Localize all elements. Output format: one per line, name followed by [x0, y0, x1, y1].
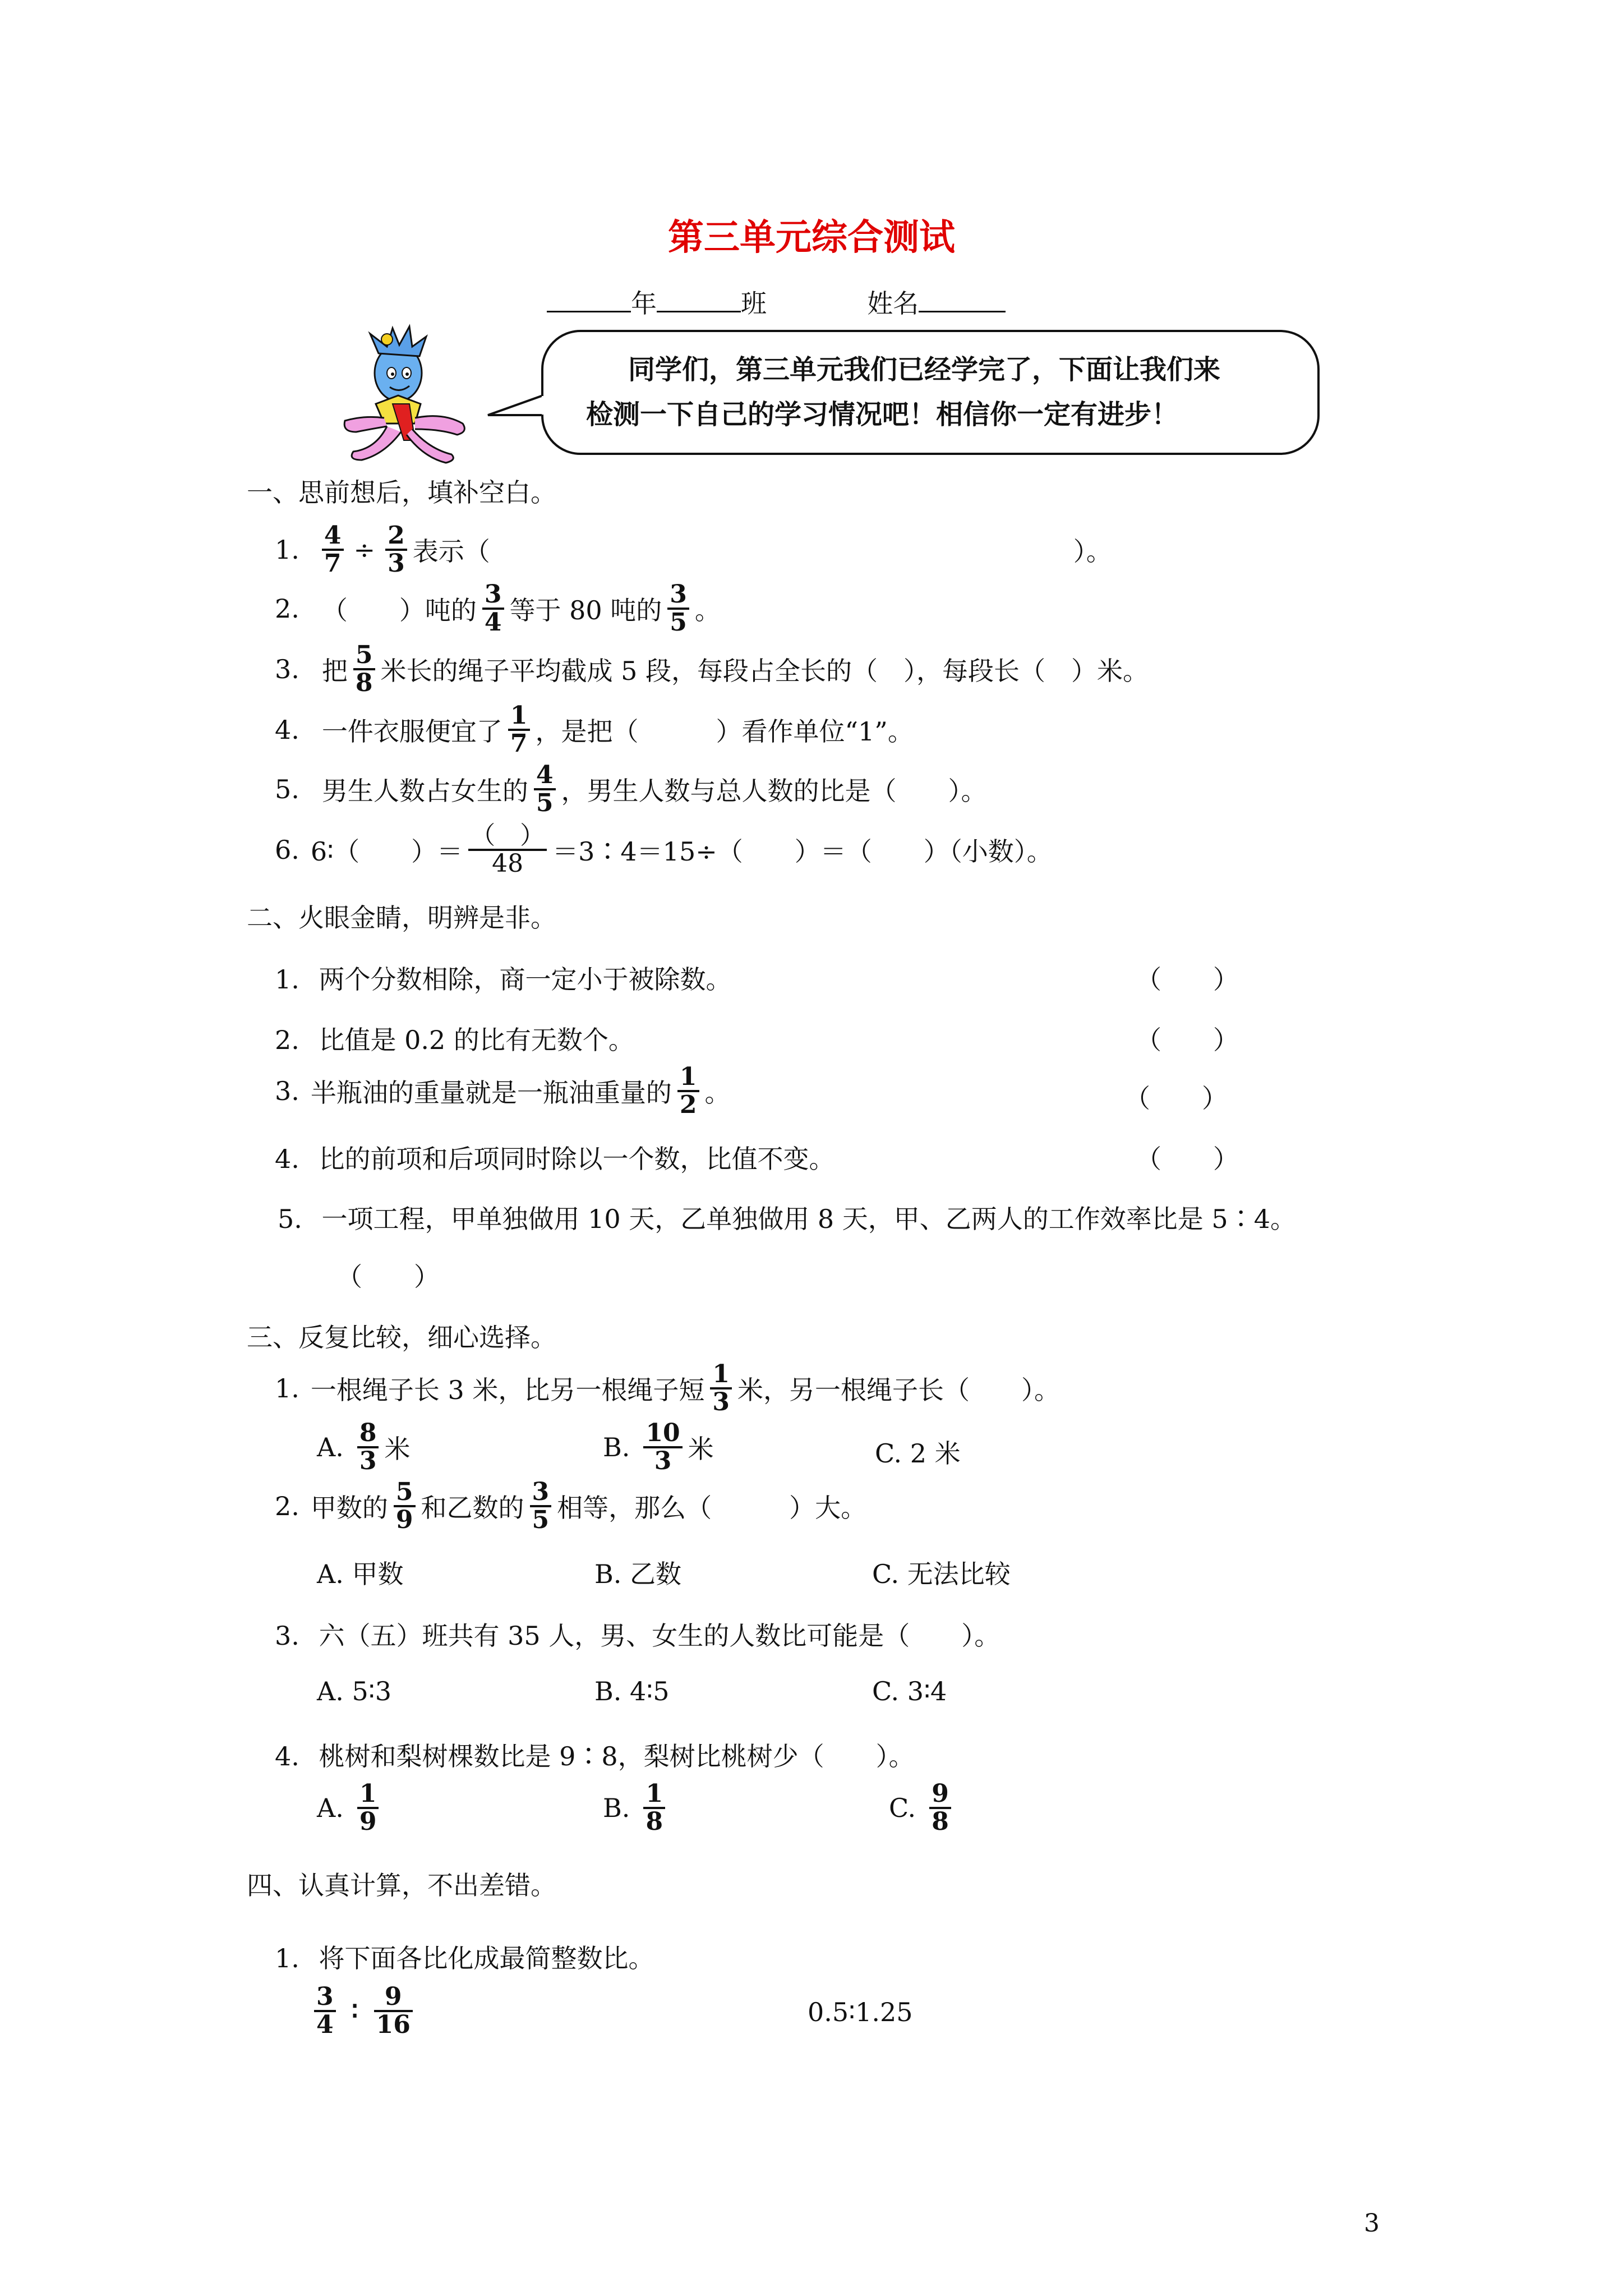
- answer-parentheses[interactable]: （ ）: [1136, 1025, 1239, 1055]
- question-number: 2.: [275, 1025, 299, 1055]
- denominator: 7: [508, 729, 530, 757]
- class-blank[interactable]: [657, 285, 741, 312]
- denominator: 3: [385, 549, 407, 577]
- question-text: 将下面各比化成最简整数比。: [319, 1943, 654, 1973]
- numerator: 8: [359, 1418, 377, 1447]
- numerator: 1: [645, 1779, 663, 1808]
- question-text: 比值是 0.2 的比有无数个。: [319, 1025, 634, 1055]
- question-text: 等于 80 吨的: [509, 595, 662, 625]
- s1-question-2: [275, 579, 721, 637]
- denominator: 3: [643, 1446, 682, 1474]
- fraction: [357, 1420, 379, 1474]
- question-text: 两个分数相除，商一定小于被除数。: [319, 964, 732, 995]
- s3-question-3: [275, 1616, 1000, 1653]
- s1-question-1: [275, 521, 1112, 578]
- answer-parentheses[interactable]: （ ）: [1124, 1083, 1228, 1114]
- grade-blank[interactable]: [547, 285, 631, 312]
- question-number: 1.: [275, 535, 299, 565]
- question-number: 4.: [275, 1741, 299, 1772]
- numerator: 1: [679, 1062, 697, 1091]
- numerator: 3: [670, 579, 687, 609]
- fraction: [357, 1781, 379, 1835]
- s3-question-1: [275, 1359, 1061, 1416]
- option-letter: A.: [317, 1432, 344, 1462]
- question-number: 3.: [275, 1076, 299, 1106]
- s3-q2-option-c[interactable]: C. 无法比较: [872, 1559, 1011, 1589]
- s1-question-4: [275, 701, 914, 758]
- denominator: 8: [353, 668, 375, 696]
- denominator: 9: [357, 1807, 379, 1835]
- fraction: [394, 1479, 416, 1533]
- question-text: 相等，那么（ ）大。: [557, 1493, 867, 1523]
- s3-q4-option-a[interactable]: [317, 1779, 384, 1836]
- name-blank[interactable]: [919, 285, 1006, 312]
- s3-q3-option-a[interactable]: A. 5∶3: [317, 1676, 391, 1706]
- fraction: [643, 1781, 665, 1835]
- page-number: 3: [1364, 2209, 1380, 2238]
- question-text: 把: [321, 656, 348, 686]
- operator: ÷: [353, 535, 376, 565]
- fraction: [530, 1479, 552, 1533]
- page-title: 第三单元综合测试: [668, 217, 955, 259]
- numerator: 4: [536, 760, 554, 789]
- fraction: [314, 1984, 336, 2038]
- denominator: 4: [314, 2010, 336, 2038]
- s3-question-4: [275, 1736, 915, 1773]
- question-number: 3.: [275, 654, 299, 684]
- s4-ratio-1: [314, 1983, 418, 2039]
- unit: 米: [384, 1434, 411, 1464]
- section-4-heading: 四、认真计算，不出差错。: [247, 1870, 556, 1901]
- denominator: 9: [394, 1505, 416, 1533]
- section-2-heading: 二、火眼金睛，明辨是非。: [247, 903, 556, 933]
- question-number: 2.: [275, 1491, 299, 1521]
- question-text: 六（五）班共有 35 人，男、女生的人数比可能是（ ）。: [319, 1621, 1000, 1651]
- numerator: 9: [384, 1982, 402, 2011]
- s3-q2-option-b[interactable]: B. 乙数: [594, 1559, 682, 1589]
- denominator: 8: [643, 1807, 665, 1835]
- option-letter: B.: [603, 1793, 630, 1823]
- question-text: 一项工程，甲单独做用 10 天，乙单独做用 8 天，甲、乙两人的工作效率比是 5∶4。: [321, 1204, 1296, 1234]
- question-number: 3.: [275, 1621, 299, 1651]
- fraction: [667, 579, 689, 637]
- numerator: 3: [532, 1477, 550, 1506]
- question-text: 一件衣服便宜了: [321, 716, 502, 747]
- fraction: [374, 1984, 413, 2038]
- numerator: 10: [645, 1418, 680, 1447]
- question-number: 6.: [275, 835, 299, 865]
- question-text: ，是把（ ）看作单位“1”。: [535, 716, 914, 747]
- bubble-line-1: 同学们，第三单元我们已经学完了，下面让我们来: [628, 354, 1221, 385]
- answer-parentheses[interactable]: （ ）: [1136, 964, 1239, 995]
- denominator: 16: [374, 2010, 413, 2038]
- fraction: [385, 523, 407, 577]
- question-text: （ ）吨的: [321, 595, 477, 625]
- student-info-line: [547, 283, 1006, 320]
- numerator: 9: [932, 1779, 949, 1808]
- option-letter: C.: [889, 1793, 916, 1823]
- s1-question-6: [275, 822, 1053, 878]
- numerator: 3: [316, 1982, 334, 2011]
- question-number: 5.: [275, 774, 299, 804]
- s3-q4-option-c[interactable]: [889, 1779, 957, 1836]
- question-text: 。: [694, 595, 721, 625]
- s3-q3-option-b[interactable]: B. 4∶5: [594, 1676, 670, 1706]
- s1-question-5: [275, 760, 987, 817]
- question-text: 桃树和梨树棵数比是 9∶8，梨树比桃树少（ ）。: [319, 1741, 915, 1772]
- s2-question-2: [275, 1020, 634, 1057]
- section-1-heading: 一、思前想后，填补空白。: [247, 477, 556, 508]
- fraction: [929, 1781, 951, 1835]
- question-number: 1.: [275, 964, 299, 995]
- question-text: ，男生人数与总人数的比是（ ）。: [561, 776, 987, 806]
- bubble-line-2: 检测一下自己的学习情况吧！相信你一定有进步！: [586, 399, 1179, 430]
- numerator: 1: [712, 1359, 730, 1388]
- denominator: 5: [530, 1505, 552, 1533]
- fraction: [482, 579, 504, 637]
- grade-label: 年: [631, 288, 657, 319]
- question-text: 。: [704, 1078, 731, 1108]
- unit: 米: [688, 1434, 714, 1464]
- fraction: [534, 762, 556, 816]
- question-text: 一根绳子长 3 米，比另一根绳子短: [310, 1375, 705, 1405]
- numerator: 1: [510, 701, 528, 730]
- fraction: [508, 703, 530, 757]
- fraction: [322, 523, 344, 577]
- s2-question-4: [275, 1139, 835, 1176]
- s1-question-3: [275, 640, 1149, 697]
- fraction: [643, 1420, 682, 1474]
- ratio-colon: ∶: [351, 1996, 358, 2026]
- denominator: 48: [468, 849, 547, 877]
- s2-question-3: [275, 1062, 731, 1119]
- question-number: 1.: [275, 1943, 299, 1973]
- numerator: 1: [359, 1779, 377, 1808]
- fraction: [353, 642, 375, 696]
- question-number: 4.: [275, 715, 299, 745]
- s2-question-5: [278, 1199, 1296, 1236]
- option-letter: A.: [317, 1793, 344, 1823]
- denominator: 5: [667, 608, 689, 636]
- s3-q1-option-b[interactable]: [603, 1418, 714, 1475]
- question-number: 4.: [275, 1144, 299, 1174]
- answer-parentheses[interactable]: （ ）: [1136, 1144, 1239, 1174]
- class-label: 班: [741, 288, 767, 319]
- question-text: 米长的绳子平均截成 5 段，每段占全长的（ ），每段长（ ）米。: [380, 656, 1149, 686]
- question-text: 6∶（ ）＝: [310, 836, 463, 867]
- question-text: 半瓶油的重量就是一瓶油重量的: [310, 1078, 672, 1108]
- question-text: ＝3∶4＝15÷（ ）＝（ ）（小数）。: [552, 836, 1053, 867]
- denominator: 3: [357, 1446, 379, 1474]
- s3-q1-option-a[interactable]: [317, 1418, 411, 1475]
- question-text: 表示（: [412, 536, 490, 567]
- cartoon-mascot-image: [331, 320, 477, 466]
- question-number: 1.: [275, 1373, 299, 1404]
- question-text: 米，另一根绳子长（ ）。: [737, 1375, 1061, 1405]
- numerator: （ ）: [471, 821, 545, 850]
- s3-q2-option-a[interactable]: A. 甲数: [317, 1559, 404, 1589]
- denominator: 4: [482, 608, 504, 636]
- denominator: 5: [534, 788, 556, 816]
- s3-q3-option-c[interactable]: C. 3∶4: [872, 1676, 947, 1706]
- question-end: ）。: [1073, 536, 1112, 567]
- question-number: 5.: [278, 1204, 302, 1234]
- denominator: 7: [322, 549, 344, 577]
- question-text: 比的前项和后项同时除以一个数，比值不变。: [319, 1144, 835, 1174]
- answer-parentheses[interactable]: （ ）: [336, 1262, 440, 1292]
- s4-question-1: [275, 1938, 654, 1975]
- fraction: [710, 1361, 732, 1415]
- denominator: 2: [677, 1090, 699, 1118]
- numerator: 4: [324, 521, 342, 550]
- question-text: 甲数的: [310, 1493, 388, 1523]
- question-text: 男生人数占女生的: [321, 776, 528, 806]
- s3-question-2: [275, 1477, 867, 1534]
- option-letter: B.: [603, 1432, 630, 1462]
- s3-q1-option-c[interactable]: C. 2 米: [875, 1438, 961, 1469]
- speech-bubble-tail: [487, 393, 548, 426]
- denominator: 3: [710, 1387, 732, 1415]
- question-number: 2.: [275, 593, 299, 624]
- numerator: 5: [355, 640, 373, 669]
- s3-q4-option-b[interactable]: [603, 1779, 671, 1836]
- numerator: 3: [484, 579, 502, 609]
- question-text: 和乙数的: [421, 1493, 524, 1523]
- numerator: 2: [388, 521, 405, 550]
- s2-question-1: [275, 959, 732, 996]
- fraction: [677, 1064, 699, 1118]
- numerator: 5: [395, 1477, 413, 1506]
- section-3-heading: 三、反复比较，细心选择。: [247, 1322, 556, 1352]
- denominator: 8: [929, 1807, 951, 1835]
- s4-ratio-2: 0.5∶1.25: [808, 1997, 913, 2027]
- fraction: [468, 823, 547, 877]
- name-label: 姓名: [867, 288, 919, 319]
